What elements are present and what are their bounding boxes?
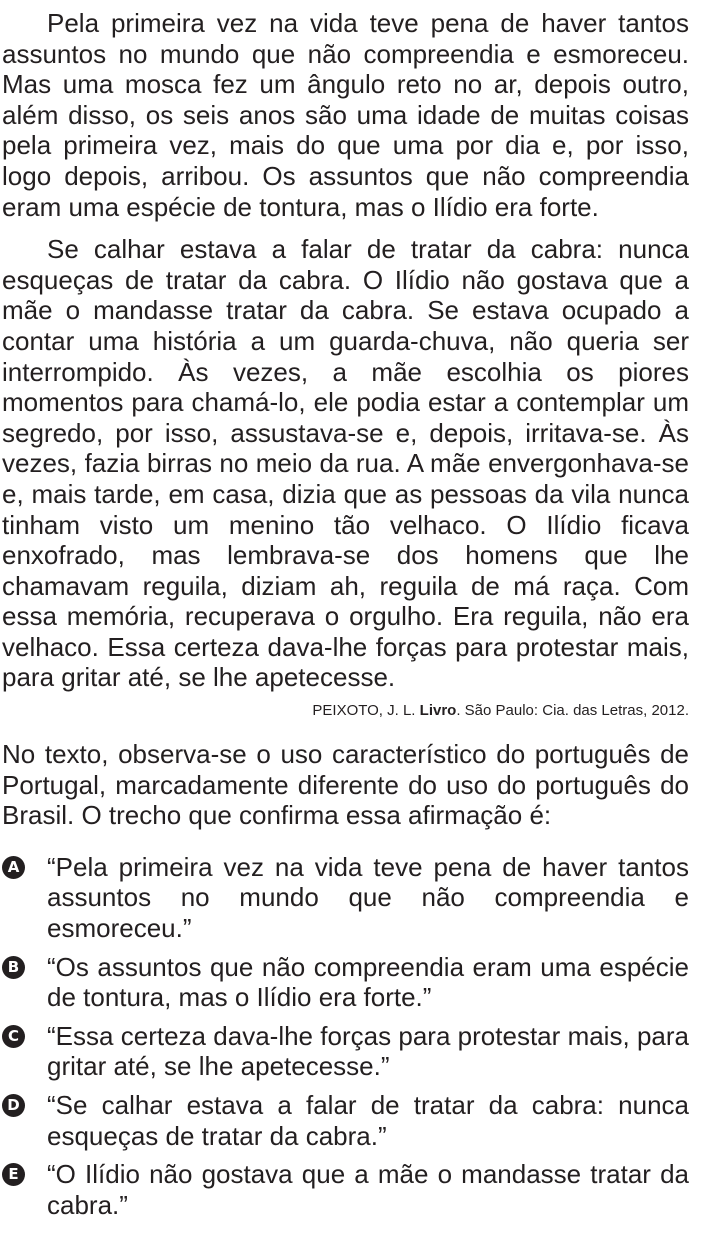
citation-title: Livro — [419, 702, 457, 720]
passage-paragraph-1: Pela primeira vez na vida teve pena de haver tantos assuntos no mundo que não compreendia e esmoreceu. Mas uma mosca fez um ângulo reto no ar, depois outro, além disso, os seis anos são uma idade de muitas coisas pela primeira vez, mais do que uma por dia e, por isso, logo depois, arribou. Os assuntos que não compreendia eram uma espécie de tontura, mas o Ilídio era forte. — [2, 8, 689, 222]
option-d-text: “Se calhar estava a falar de tratar da cabra: nunca esqueças de tratar da cabra.” — [47, 1090, 689, 1151]
option-e-letter-badge: E — [2, 1163, 25, 1186]
answer-options — [2, 852, 689, 1221]
option-d[interactable] — [2, 1090, 689, 1151]
option-a-letter-badge: A — [2, 856, 25, 879]
option-b-letter-badge: B — [2, 956, 25, 979]
option-b-text: “Os assuntos que não compreendia eram uma espécie de tontura, mas o Ilídio era forte.” — [47, 951, 689, 1013]
source-citation — [2, 701, 689, 721]
reading-passage — [2, 8, 689, 693]
question-prompt: No texto, observa-se o uso característico do português de Portugal, marcadamente diferente do uso do português do Brasil. O trecho que confirma essa afirmação é: — [2, 739, 689, 831]
citation-publisher: . São Paulo: Cia. das Letras, 2012. — [456, 702, 689, 720]
option-c-letter-badge: C — [2, 1025, 25, 1048]
option-c[interactable] — [2, 1021, 689, 1082]
passage-paragraph-2: Se calhar estava a falar de tratar da cabra: nunca esqueças de tratar da cabra. O Ilídio não gostava que a mãe o mandasse tratar da cabra. Se estava ocupado a contar uma história a um guarda-chuva, não queria ser interrompido. Às vezes, a mãe escolhia os piores momentos para chamá-lo, ele podia estar a contemplar um segredo, por isso, assustava-se e, depois, irritava-se. Às vezes, fazia birras no meio da rua. A mãe envergonhava-se e, mais tarde, em casa, dizia que as pessoas da vila nunca tinham visto um menino tão velhaco. O Ilídio ficava enxofrado, mas lembrava-se dos homens que lhe chamavam reguila, diziam ah, reguila de má raça. Com essa memória, recuperava o orgulho. Era reguila, não era velhaco. Essa certeza dava-lhe forças para protestar mais, para gritar até, se lhe apetecesse. — [2, 234, 689, 693]
option-a[interactable] — [2, 852, 689, 944]
citation-author: PEIXOTO, J. L. — [312, 702, 416, 720]
option-a-text: “Pela primeira vez na vida teve pena de haver tantos assuntos no mundo que não compreendia e esmoreceu.” — [47, 851, 689, 944]
option-e[interactable] — [2, 1159, 689, 1220]
option-c-text: “Essa certeza dava-lhe forças para protestar mais, para gritar até, se lhe apetecesse.” — [47, 1020, 689, 1082]
option-b[interactable] — [2, 952, 689, 1013]
option-e-text: “O Ilídio não gostava que a mãe o mandasse tratar da cabra.” — [47, 1159, 689, 1220]
option-d-letter-badge: D — [2, 1094, 25, 1117]
